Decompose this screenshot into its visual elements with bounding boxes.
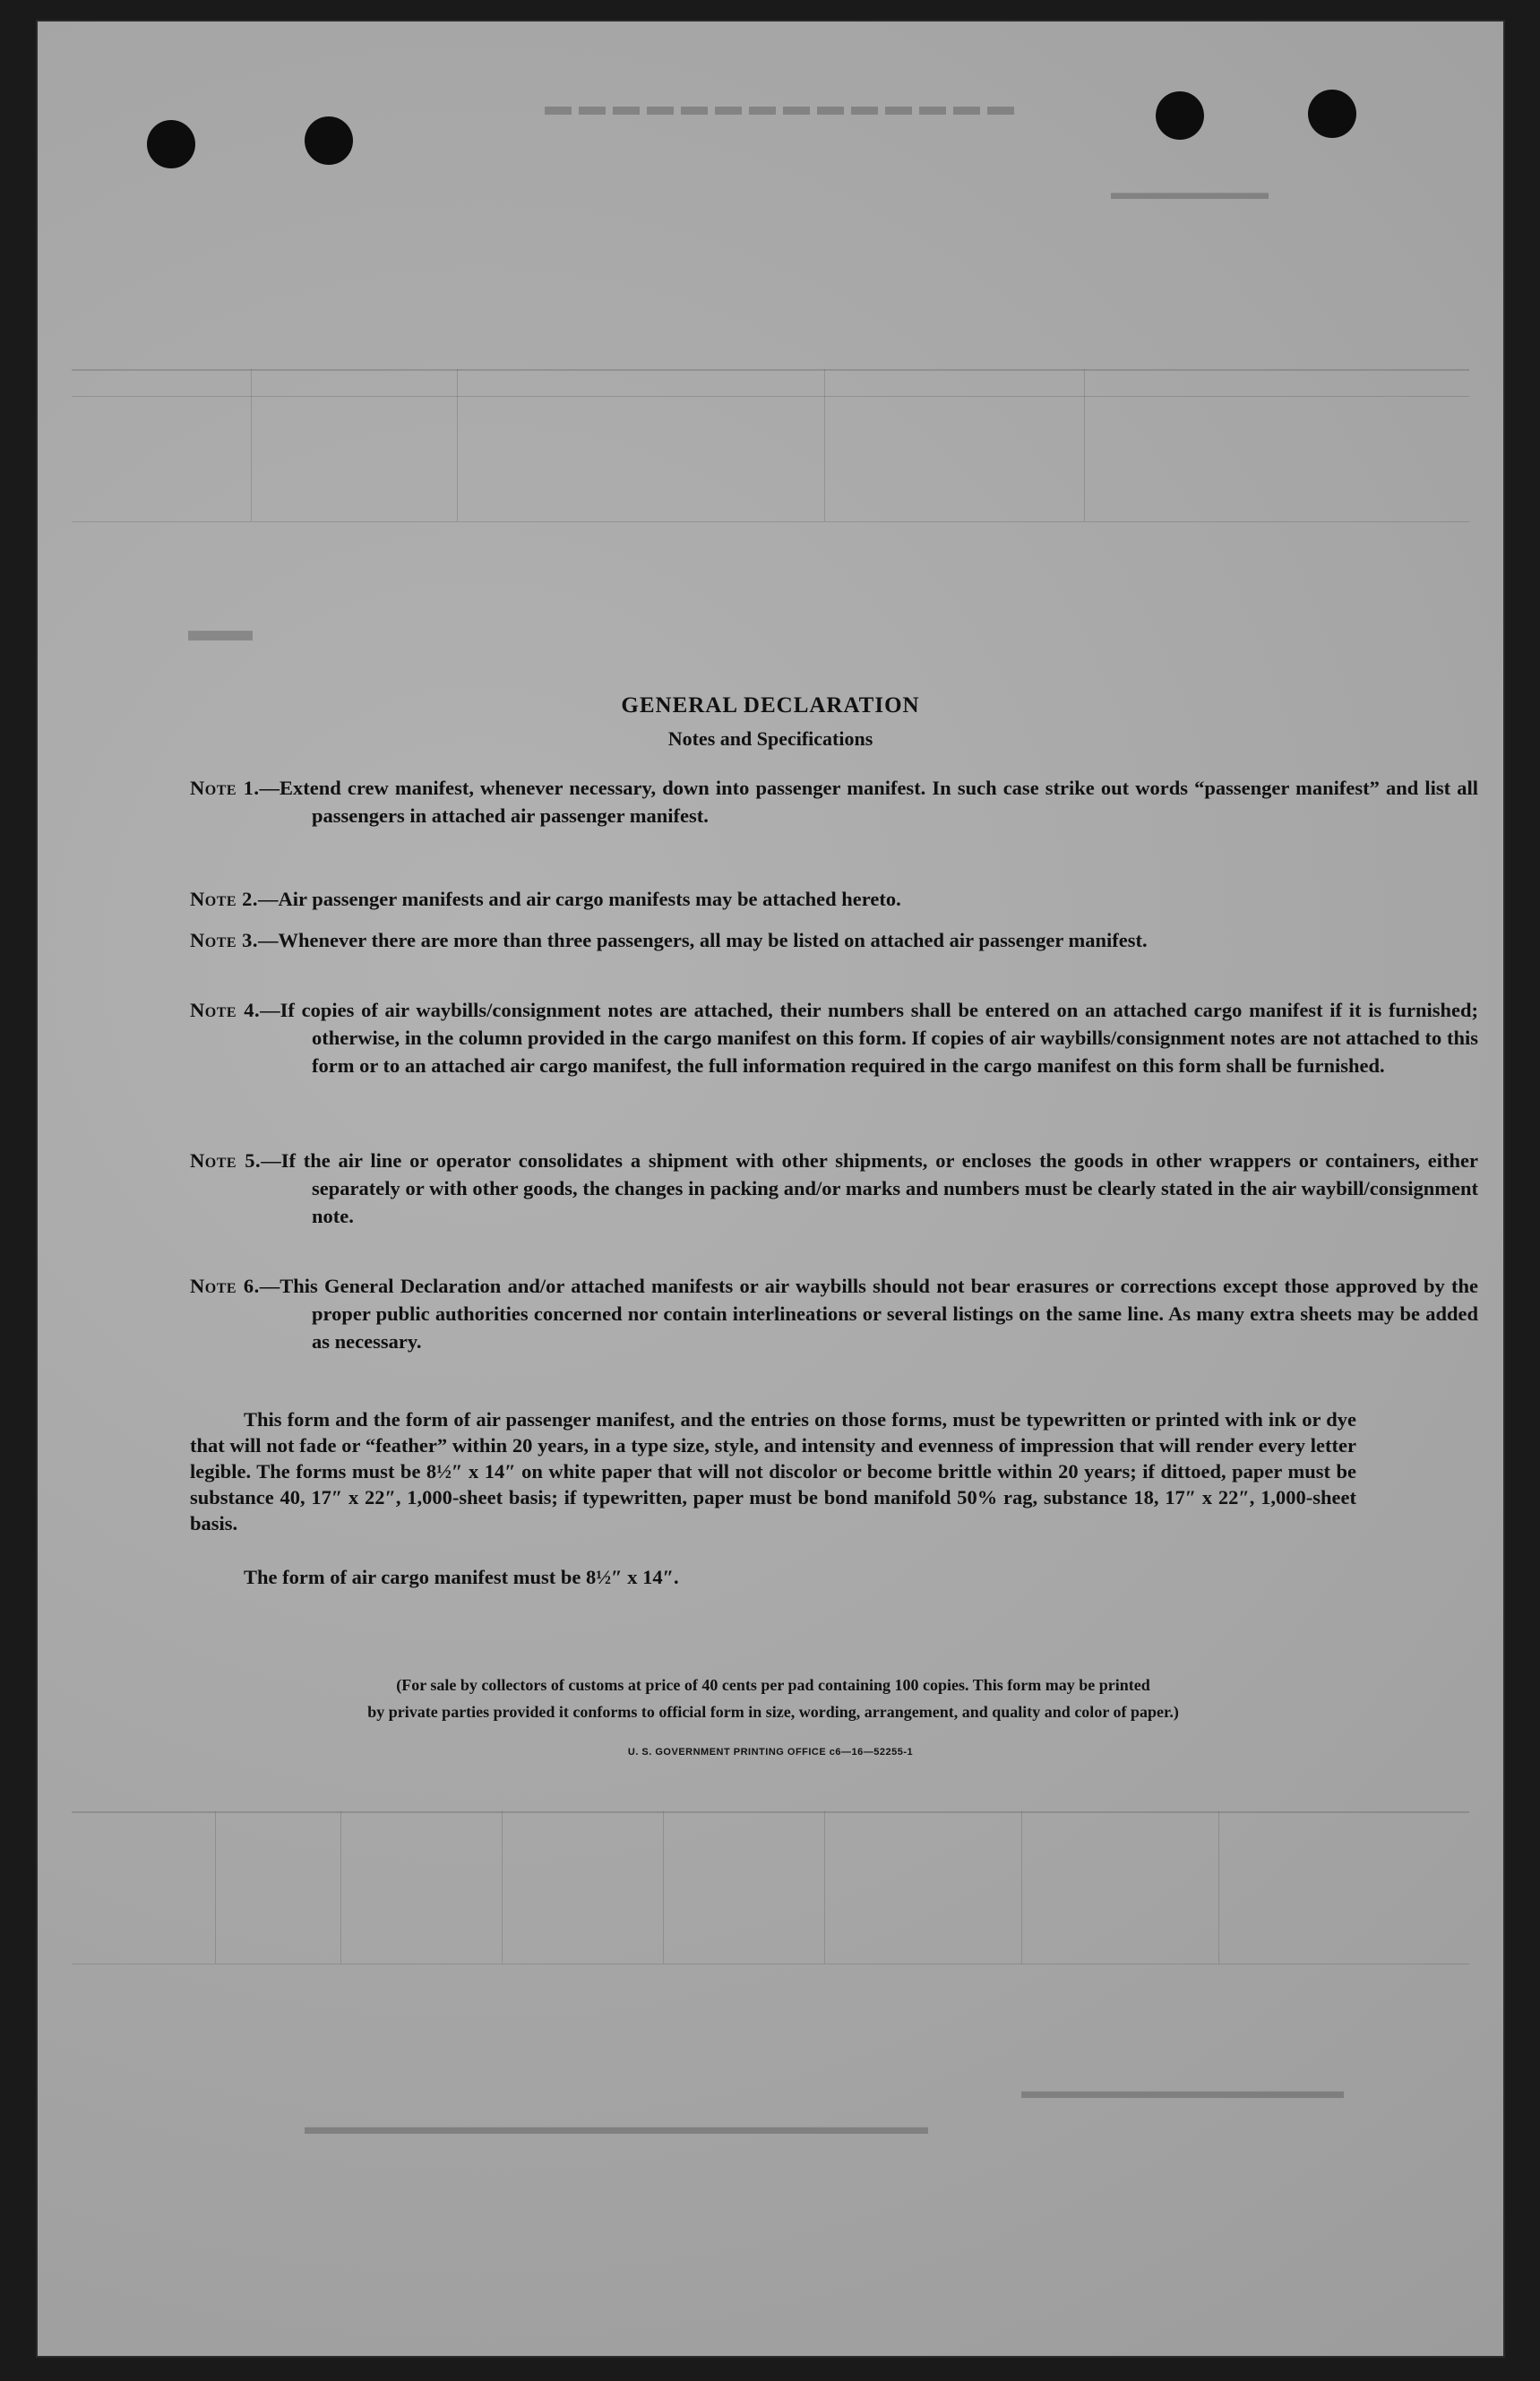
note-text: —This General Declaration and/or attached manifests or air waybills should not bear erasures or corrections except those approved by the proper public authorities concerned nor contain interlineations or several listings on the same line. As many extra sheets may be added as necessary. [259,1275,1478,1353]
specification-paragraph: This form and the form of air passenger manifest, and the entries on those forms, must be typewritten or printed with ink or dye that will not fade or “feather” within 20 years, in a type size, style, and intensity and evenness of impression that will render every letter legible. The forms must be 8½″ x 14″ on white paper that will not discolor or become brittle within 20 years; if dittoed, paper must be substance 40, 17″ x 22″, 1,000-sheet basis; if typewritten, paper must be bond manifold 50% rag, substance 18, 17″ x 22″, 1,000-sheet basis. [190,1408,1356,1534]
note-6 [190,1272,1478,1355]
note-text: —Air passenger manifests and air cargo manifests may be attached hereto. [258,888,901,910]
punch-hole-left-1 [147,120,195,168]
punch-hole-left-2 [305,116,353,165]
cargo-size-line: The form of air cargo manifest must be 8½″ x 14″. [244,1566,679,1588]
note-label: Note 5. [190,1149,262,1172]
note-2 [190,885,1478,913]
punch-hole-right-1 [1156,91,1204,140]
note-text: —If copies of air waybills/consignment notes are attached, their numbers shall be entered on an attached cargo manifest if it is furnished; otherwise, in the column provided in the cargo manifest on this form. If copies of air waybills/consignment notes are not attached to this form or to an attached air cargo manifest, the full information required in the cargo manifest on this form shall be furnished. [260,999,1478,1077]
sale-notice [190,1672,1356,1725]
note-label: Note 3. [190,929,259,951]
sale-notice-line-1: (For sale by collectors of customs at price of 40 cents per pad containing 100 copies. This form may be printed [396,1676,1150,1694]
note-label: Note 1. [190,777,260,799]
printing-office-imprint: U. S. GOVERNMENT PRINTING OFFICE c6—16—52255-1 [627,1747,914,1758]
document-page: ▬▬▬▬▬▬▬▬▬▬▬▬▬▬ ▬▬▬▬▬▬▬▬ ▬▬ ▬▬▬▬▬▬▬▬▬▬▬▬▬▬▬ ▬▬▬▬▬▬▬▬▬▬▬▬▬▬▬▬▬▬▬▬▬▬▬▬▬▬▬▬▬ GENERAL DECLARATION Notes and Specifications Note 1.—Extend crew manifest, whenever necessary, down into passenger manifest. In such case strike out words “passenger manifest” and list all passengers in attached air passenger manifest. Note 2.—Air passenger manifests and air cargo manifests may be attached hereto. Note 3.—Whenever there are more than three passengers, all may be listed on attached air passenger manifest. Note 4.—If copies of air waybills/consignment notes are attached, their numbers shall be entered on an attached cargo manifest if it is furnished; otherwise, in the column provided in the cargo manifest on this form. If copies of air waybills/consignment notes are not attached to this form or to an attached air cargo manifest, the full information required in the cargo manifest on this form shall be furnished. Note 5.—If the air line or operator consolidates a shipment with other shipments, or encloses the goods in other wrappers or containers, either separately or with other goods, the changes in packing and/or marks and numbers must be clearly stated in the air waybill/consignment note. Note 6.—This General Declaration and/or attached manifests or air waybills should not bear erasures or corrections except those approved by the proper public authorities concerned nor contain interlineations or several listings on the same line. As many extra sheets may be added as necessary. This form and the form of air passenger manifest, and the entries on those forms, must be typewritten or printed with ink or dye that will not fade or “feather” within 20 years, in a type size, style, and intensity and evenness of impression that will render every letter legible. The forms must be 8½″ x 14″ on white paper that will not discolor or become brittle within 20 years; if dittoed, paper must be substance 40, 17″ x 22″, 1,000-sheet basis; if typewritten, paper must be bond manifold 50% rag, substance 18, 17″ x 22″, 1,000-sheet basis. The form of air cargo manifest must be 8½″ x 14″. (For sale by collectors of customs at price of 40 cents per pad containing 100 copies. This form may be printed by private parties provided it conforms to official form in size, wording, arrangement, and quality and color of paper.) U. S. GOVERNMENT PRINTING OFFICE c6—16—52255-1 [36,20,1505,2358]
sale-notice-line-2: by private parties provided it conforms to official form in size, wording, arrangement, and quality and color of paper.) [367,1703,1179,1721]
note-1 [190,774,1478,829]
note-text: —If the air line or operator consolidates a shipment with other shipments, or encloses the goods in other wrappers or containers, either separately or with other goods, the changes in packing and/or marks and numbers must be clearly stated in the air waybill/consignment note. [261,1149,1478,1227]
note-4 [190,996,1478,1079]
page-subtitle: Notes and Specifications [667,727,873,750]
note-5 [190,1147,1478,1230]
page-title: GENERAL DECLARATION [621,693,920,718]
note-label: Note 6. [190,1275,260,1297]
note-label: Note 2. [190,888,259,910]
note-3 [190,926,1478,954]
punch-hole-right-2 [1308,90,1356,138]
note-label: Note 4. [190,999,261,1021]
note-text: —Whenever there are more than three passengers, all may be listed on attached air passenger manifest. [258,929,1148,951]
note-text: —Extend crew manifest, whenever necessary, down into passenger manifest. In such case strike out words “passenger manifest” and list all passengers in attached air passenger manifest. [259,777,1478,827]
